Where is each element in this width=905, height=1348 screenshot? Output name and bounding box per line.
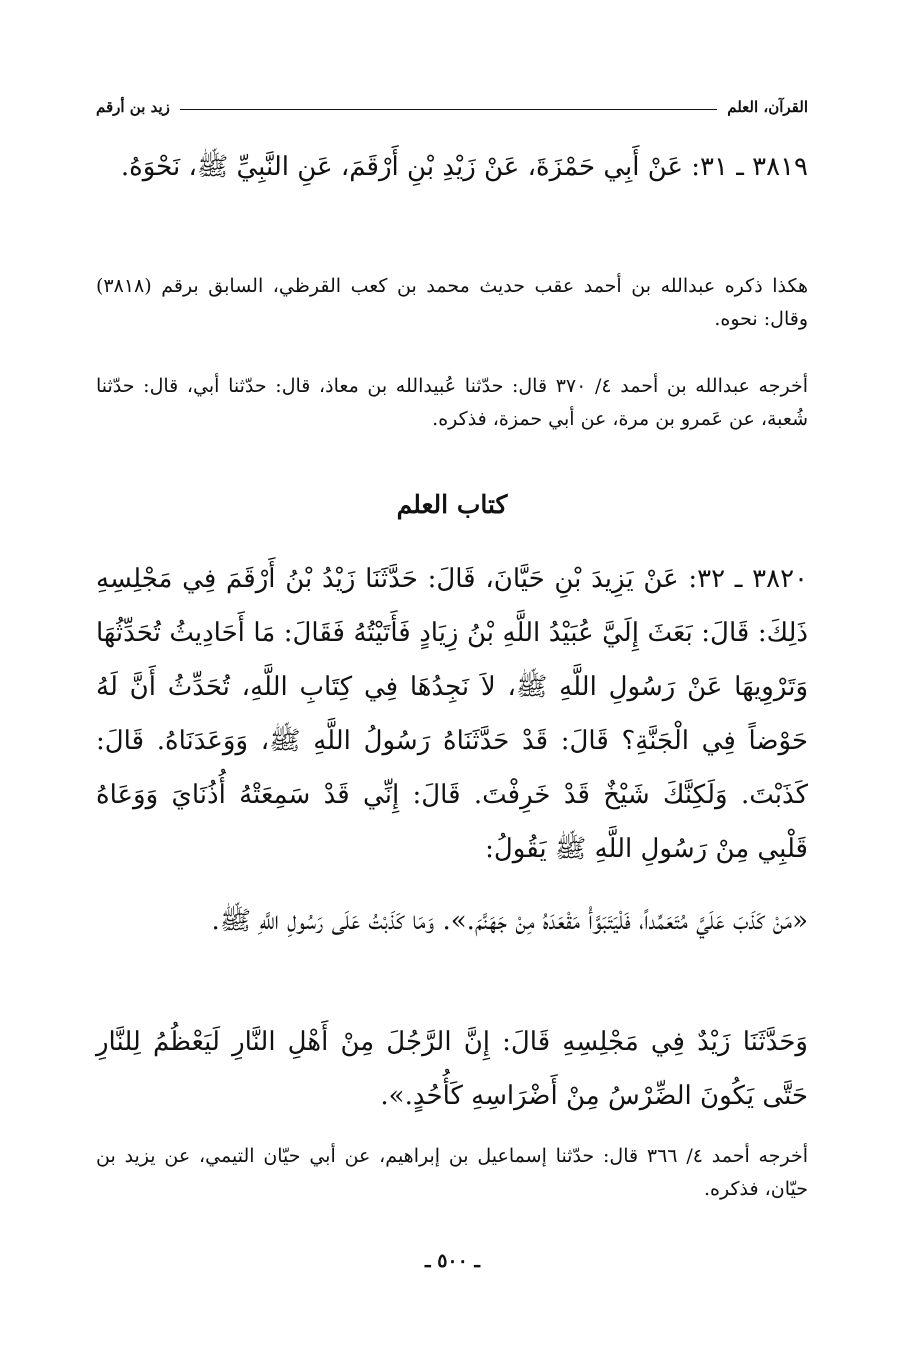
running-head: [96, 92, 808, 116]
hadith-3820-addendum: [96, 1015, 808, 1123]
hadith-3820-para-3: وَحَدَّثَنَا زَيْدٌ فِي مَجْلِسِهِ قَالَ: إِنَّ الرَّجُلَ مِنْ أَهْلِ النَّارِ لَيَعْظُمُ لِلنَّارِ حَتَّى يَكُونَ الضِّرْسُ مِنْ أَضْرَاسِهِ كَأُحُدٍ.».: [96, 1027, 808, 1111]
note-2-text: أخرجه عبدالله بن أحمد ٤/ ٣٧٠ قال: حدّثنا عُبيدالله بن معاذ، قال: حدّثنا أبي، قال: حدّثنا شُعبة، عن عَمرو بن مرة، عن أبي حمزة، فذكره.: [96, 375, 808, 430]
page-number: ـ ٥٠٠ ـ: [425, 1250, 480, 1272]
running-head-companion: زيد بن أرقم: [96, 98, 170, 116]
note-1-text: هكذا ذكره عبدالله بن أحمد عقب حديث محمد بن كعب القرظي، السابق برقم (٣٨١٨) وقال: نحوه.: [96, 275, 808, 330]
hadith-3819: [96, 140, 808, 194]
note-3: [96, 1140, 808, 1206]
section-title: كتاب العلم: [396, 490, 508, 519]
note-1: [96, 270, 808, 336]
hadith-3820: [96, 552, 808, 876]
hadith-3820-quote: [96, 894, 808, 948]
running-head-rule: [180, 109, 717, 110]
running-head-chapter: القرآن، العلم: [727, 98, 808, 116]
hadith-3820-para-2: «مَنْ كَذَبَ عَلَيَّ مُتَعَمِّداً، فَلْيَتَبَوَّأْ مَقْعَدَهُ مِنْ جَهَنَّمَ.». وَمَا كَذَبْتُ عَلَى رَسُولِ اللَّهِ ﷺ.: [211, 906, 808, 936]
hadith-3819-text: ٣٨١٩ ـ ٣١: عَنْ أَبِي حَمْزَةَ، عَنْ زَيْدِ بْنِ أَرْقَمَ، عَنِ النَّبِيِّ ﷺ، نَحْوَهُ.: [120, 152, 808, 182]
note-2: [96, 370, 808, 436]
hadith-3820-para-1: ٣٨٢٠ ـ ٣٢: عَنْ يَزِيدَ بْنِ حَيَّانَ، قَالَ: حَدَّثَنَا زَيْدُ بْنُ أَرْقَمَ فِي مَجْلِسِهِ ذَلِكَ: قَالَ: بَعَثَ إِلَيَّ عُبَيْدُ اللَّهِ بْنُ زِيَادٍ فَأَتَيْتُهُ فَقَالَ: مَا أَحَادِيثُ تُحَدِّثُهَا وَتَرْوِيهَا عَنْ رَسُولِ اللَّهِ ﷺ، لاَ نَجِدُهَا فِي كِتَابِ اللَّهِ، تُحَدِّثُ أَنَّ لَهُ حَوْضاً فِي الْجَنَّةِ؟ قَالَ: قَدْ حَدَّثَنَاهُ رَسُولُ اللَّهِ ﷺ، وَوَعَدَنَاهُ. قَالَ: كَذَبْتَ. وَلَكِنَّكَ شَيْخٌ قَدْ خَرِفْتَ. قَالَ: إِنِّي قَدْ سَمِعَتْهُ أُذُنَايَ وَوَعَاهُ قَلْبِي مِنْ رَسُولِ اللَّهِ ﷺ يَقُولُ:: [96, 564, 808, 864]
note-3-text: أخرجه أحمد ٤/ ٣٦٦ قال: حدّثنا إسماعيل بن إبراهيم، عن أبي حيّان التيمي، عن يزيد بن حيّان، فذكره.: [96, 1145, 808, 1200]
